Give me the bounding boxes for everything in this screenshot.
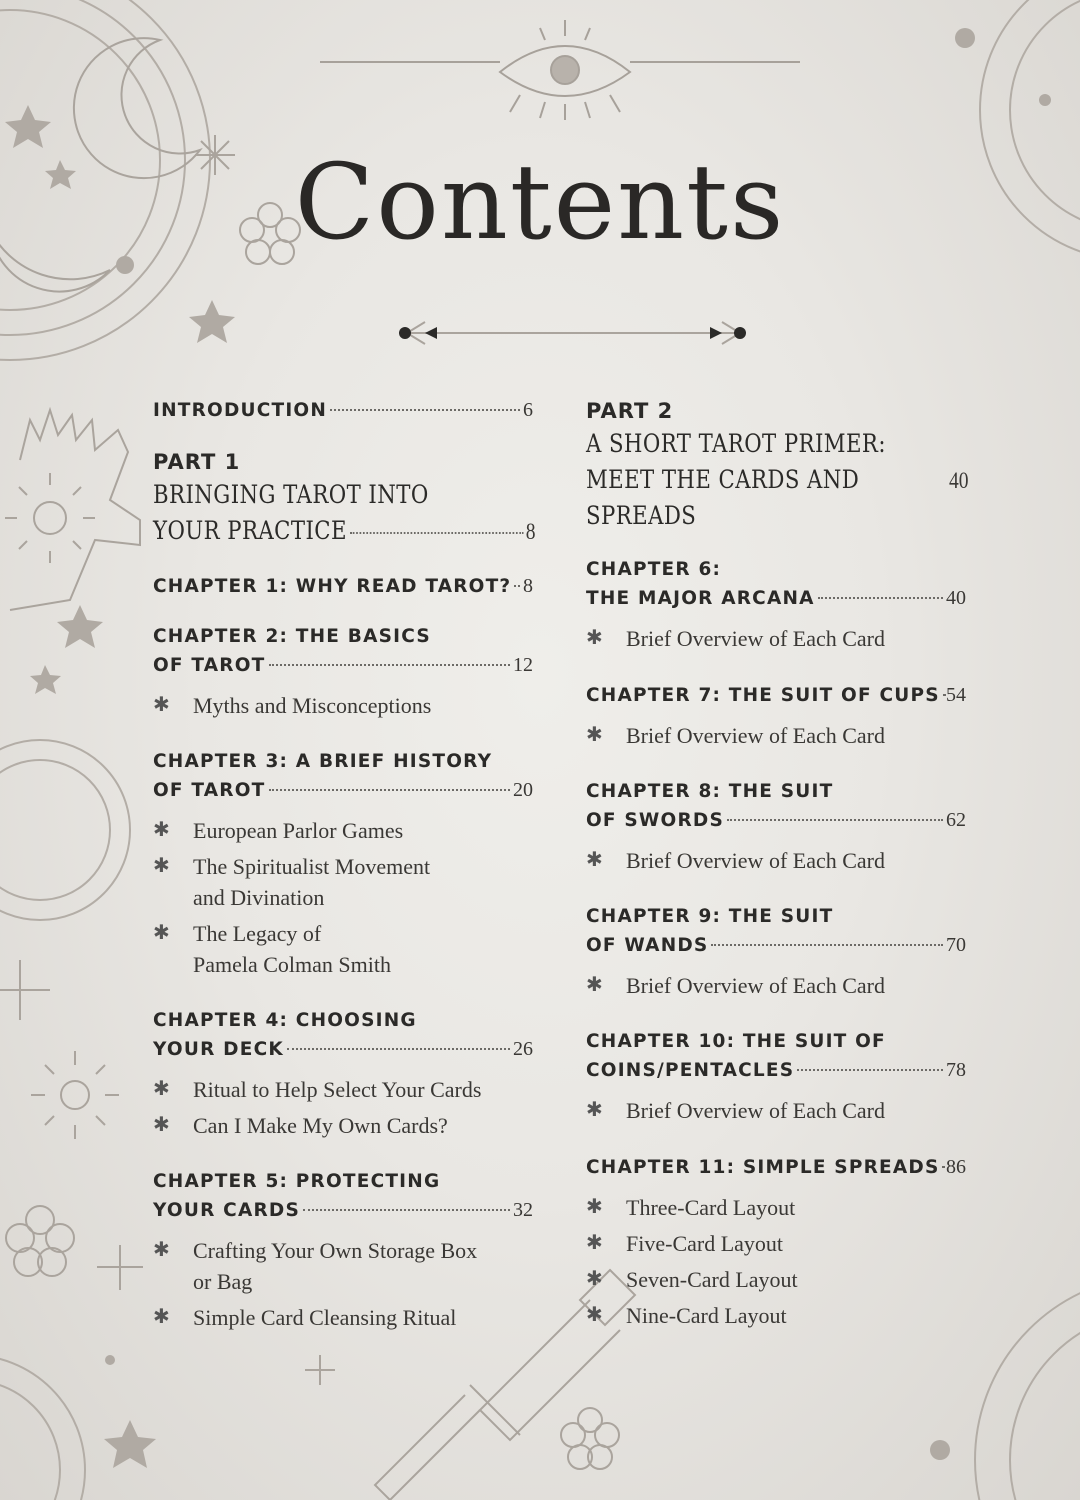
spacer [153,985,533,1007]
toc-entry[interactable] [586,1153,966,1182]
toc-line [153,1007,533,1035]
toc-subentry[interactable] [586,623,966,654]
toc-line-text: BRINGING TAROT INTO [153,480,429,509]
bullet-star-icon: ✱ [586,627,603,649]
toc-line [586,584,966,613]
bullet-star-icon: ✱ [586,1268,603,1290]
spacer [153,1146,533,1168]
bullet-star-icon: ✱ [586,1304,603,1326]
toc-line [586,806,966,835]
toc-left-column [153,396,536,1338]
page-number: 8 [523,575,533,597]
subentry-text: Five-Card Layout [626,1231,784,1256]
toc-line-text: CHAPTER 6: [586,559,722,580]
spacer [586,1085,966,1095]
page-number: 40 [948,468,969,493]
toc-subentry[interactable] [586,1264,966,1295]
subentry-text: Pamela Colman Smith [193,952,391,977]
toc-line-text: CHAPTER 11: SIMPLE SPREADS [586,1157,940,1178]
toc-subentry[interactable] [153,1235,533,1297]
subentry-text: Brief Overview of Each Card [626,723,886,748]
toc-line-text: OF TAROT [153,655,266,676]
subentry-text: The Legacy of [193,921,322,946]
bullet-star-icon: ✱ [153,1114,170,1136]
page-number: 86 [946,1156,966,1178]
spacer [153,601,533,623]
page-number: 12 [513,654,533,676]
toc-line-text: COINS/PENTACLES [586,1060,795,1081]
dot-leader [330,409,520,411]
dot-leader [350,532,523,534]
toc-line [153,623,533,651]
toc-line [153,776,533,805]
spacer [153,726,533,748]
subentry-text: Brief Overview of Each Card [626,848,886,873]
toc-subentry[interactable] [153,690,533,721]
spacer [153,550,533,572]
part-title[interactable] [586,426,969,534]
toc-line [586,681,966,710]
page-number: 78 [946,1059,966,1081]
toc-line [153,1035,533,1064]
part-label: PART 1 [153,450,241,474]
subentry-text: Crafting Your Own Storage Box [193,1238,478,1263]
toc-line [153,396,533,425]
toc-line-text: CHAPTER 9: THE SUIT [586,906,834,927]
spacer [586,1182,966,1192]
subentry-text: Myths and Misconceptions [193,693,432,718]
spacer [586,1331,966,1336]
toc-line [153,1196,533,1225]
spacer [586,659,966,681]
dot-leader [818,597,943,599]
page-number: 40 [946,587,966,609]
subentry-text: Three-Card Layout [626,1195,796,1220]
page-number: 26 [513,1038,533,1060]
toc-subentry[interactable] [153,918,533,980]
dot-leader [711,944,943,946]
toc-line [153,477,536,513]
toc-line-text: CHAPTER 7: THE SUIT OF CUPS [586,685,940,706]
bullet-star-icon: ✱ [586,1232,603,1254]
toc-line-text: A SHORT TAROT PRIMER: [586,429,886,458]
sun-icon [5,473,95,563]
toc-line [153,572,533,601]
page-number: 8 [525,519,536,544]
bullet-star-icon: ✱ [153,1239,170,1261]
bullet-star-icon: ✱ [153,855,170,877]
toc-line-text: YOUR CARDS [153,1200,300,1221]
part-title[interactable] [153,477,536,550]
spacer [153,1064,533,1074]
dot-leader [269,664,511,666]
toc-entry[interactable] [586,556,966,613]
subentry-text: Nine-Card Layout [626,1303,787,1328]
toc-line-text: CHAPTER 3: A BRIEF HISTORY [153,751,493,772]
toc-line [586,1028,966,1056]
bullet-star-icon: ✱ [586,1196,603,1218]
toc-line [586,931,966,960]
dot-leader [269,789,511,791]
page-number: 54 [946,684,966,706]
page-number: 20 [513,779,533,801]
toc-line [586,903,966,931]
bullet-star-icon: ✱ [586,724,603,746]
toc-line [153,513,536,550]
subentry-text: Simple Card Cleansing Ritual [193,1305,457,1330]
toc-line [586,1056,966,1085]
page-number: 62 [946,809,966,831]
dot-leader [942,1166,943,1168]
toc-subentry[interactable] [586,845,966,876]
spacer [153,425,533,447]
page-title: Contents [294,141,786,263]
toc-subentry[interactable] [586,1300,966,1331]
toc-line [586,462,969,534]
toc-entry[interactable] [586,778,966,835]
spacer [153,1225,533,1235]
spacer [586,756,966,778]
toc-entry[interactable] [586,1028,966,1085]
subentry-text: and Divination [193,885,325,910]
subentry-text: The Spiritualist Movement [193,854,431,879]
toc-line [153,1168,533,1196]
toc-entry[interactable] [153,1168,533,1225]
dot-leader [303,1209,510,1211]
toc-subentry[interactable] [586,1228,966,1259]
spacer [586,960,966,970]
dot-leader [797,1069,943,1071]
page-number: 32 [513,1199,533,1221]
bullet-star-icon: ✱ [586,849,603,871]
subentry-text: Seven-Card Layout [626,1267,798,1292]
toc-line [586,778,966,806]
bullet-star-icon: ✱ [586,1099,603,1121]
spacer [153,805,533,815]
toc-subentry[interactable] [153,1074,533,1105]
toc-line-text: INTRODUCTION [153,400,328,421]
spacer [586,710,966,720]
toc-subentry[interactable] [586,720,966,751]
toc-line [586,426,969,462]
toc-line-text: THE MAJOR ARCANA [586,588,815,609]
part-label: PART 2 [586,399,674,423]
bullet-star-icon: ✱ [153,922,170,944]
spacer [586,1006,966,1028]
subentry-text: European Parlor Games [193,818,404,843]
toc-entry[interactable] [153,396,533,425]
toc-entry[interactable] [153,623,533,680]
toc-line-text: OF WANDS [586,935,709,956]
bullet-star-icon: ✱ [153,1078,170,1100]
toc-subentry[interactable] [153,851,533,913]
spacer [586,835,966,845]
toc-line-text: OF SWORDS [586,810,724,831]
toc-line-text: YOUR DECK [153,1039,284,1060]
toc-entry[interactable] [153,572,533,601]
toc-line-text: CHAPTER 1: WHY READ TAROT? [153,576,512,597]
page-number: 6 [523,399,533,421]
toc-line-text: CHAPTER 8: THE SUIT [586,781,834,802]
spacer [586,613,966,623]
spacer [586,881,966,903]
toc-right-column [586,396,969,1336]
spacer [153,680,533,690]
toc-subentry[interactable] [586,970,966,1001]
toc-line-text: CHAPTER 10: THE SUIT OF [586,1031,886,1052]
bullet-star-icon: ✱ [586,974,603,996]
toc-line-text: CHAPTER 2: THE BASICS [153,626,431,647]
subentry-text: Brief Overview of Each Card [626,1098,886,1123]
subentry-text: Brief Overview of Each Card [626,626,886,651]
subentry-text: or Bag [193,1269,253,1294]
spacer [586,534,966,556]
toc-line-text: CHAPTER 4: CHOOSING [153,1010,417,1031]
toc-line [153,651,533,680]
toc-entry[interactable] [586,903,966,960]
toc-subentry[interactable] [153,815,533,846]
dot-leader [727,819,943,821]
toc-subentry[interactable] [586,1192,966,1223]
toc-entry[interactable] [586,681,966,710]
eye-icon [320,20,800,120]
subentry-text: Ritual to Help Select Your Cards [193,1077,482,1102]
toc-entry[interactable] [153,1007,533,1064]
toc-line-text: CHAPTER 5: PROTECTING [153,1171,441,1192]
toc-line [153,748,533,776]
spacer [153,1333,533,1338]
bullet-star-icon: ✱ [153,819,170,841]
bullet-star-icon: ✱ [153,694,170,716]
subentry-text: Can I Make My Own Cards? [193,1113,448,1138]
toc-line [586,556,966,584]
toc-entry[interactable] [153,748,533,805]
toc-line-text: YOUR PRACTICE [153,516,347,545]
toc-subentry[interactable] [153,1302,533,1333]
arrow-divider-icon [407,322,740,344]
subentry-text: Brief Overview of Each Card [626,973,886,998]
bullet-star-icon: ✱ [153,1306,170,1328]
toc-line [586,1153,966,1182]
toc-subentry[interactable] [153,1110,533,1141]
dot-leader [514,585,520,587]
hand-icon [10,410,140,610]
toc-line-text: OF TAROT [153,780,266,801]
toc-line-text: MEET THE CARDS AND SPREADS [586,465,860,530]
dot-leader [287,1048,510,1050]
toc-subentry[interactable] [586,1095,966,1126]
page-number: 70 [946,934,966,956]
spacer [586,1131,966,1153]
